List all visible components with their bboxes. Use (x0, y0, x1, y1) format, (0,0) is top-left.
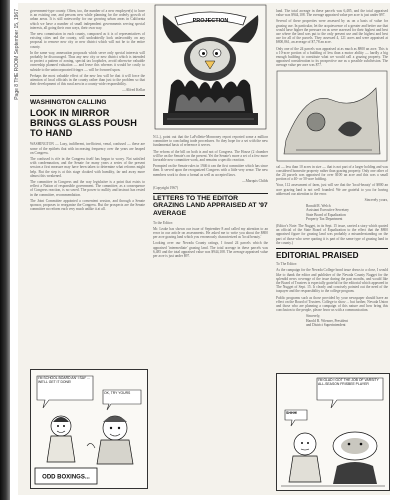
letter-paragraph: Only one of the 24 parcels was appraised at as much as $800 an acre. This is a 10-acre portion of a building of less than a motor ability — hardly a big enough building to constitute what we would call a grazing property. The appraised consideration to its prospective use as a possible subdivision. The average value per acre was $77. (276, 46, 388, 68)
letter-signature (306, 204, 388, 221)
letter-closing: Sincerely yours, (364, 198, 388, 203)
editor-note: (Editor's Note: The Nugget, in its Sept. 15 issue, carried a story which quoted an official of the State Board of Equalization to the effect that the $800 appraised figure for grazing land was probably a misunderstanding on the part of those who were quoting it is part of the same type of grazing land in the county.) (276, 224, 388, 245)
comic-strip-right (276, 373, 390, 491)
editorial-headline: EDITORIAL PRAISED (276, 248, 388, 260)
letter-paragraph: As the campaign for the Nevada College bond issue draws to a close, I would like to thank the editor and publisher of the Nevada County Nugget for the splendid news coverage of the issue during the past months, and would like the Board of Trustees is especially grateful for the editorial which appeared in The Nugget of Sept. 15. It clearly and concisely pointed out the need of the taxpayer and the responsibility to the college program. (276, 268, 388, 294)
column-right (276, 9, 388, 330)
article-paragraph: Prompted on the Senate rules in 1946 it ran the first committee which has since then. It served upon the reorganized Congress with a little very sense. The new members work to draw a formal as well as accepted laws. (153, 164, 268, 177)
comic-speech: I'M GLAD I GOT THE JOB OF VARSITY ALL-SEASON FRISBEE PLAYER (318, 378, 379, 386)
comic-drawing (277, 374, 389, 490)
signature-line: State Board of Equalization (306, 212, 346, 217)
letter-salutation: To the Editor: (153, 220, 173, 225)
intro-paragraph: The new commission in each county, composed as it is of representatives of existing cities and the county, will undoubtedly look unfavorably on any proposal to remove new city or new district which will not be to the entire county. (30, 32, 145, 49)
comic-strip-left (30, 369, 148, 489)
signoff-line: and District Superintendent (306, 322, 346, 327)
column-kicker: WASHINGTON CALLING (30, 99, 107, 107)
letter-paragraph: cal — less than 10 acres in size — that is not part of a larger holding and was considered homesite property rather than grazing property. Only one other of the 24 parcels was appraised for over $100 an acre and this was a small portion of a 40- or 50-acre holding. (276, 164, 388, 182)
article-headline: LOOK IN MIRROR BRINGS GLASS POUSH TO HAND (30, 108, 137, 139)
comic-drawing (31, 370, 147, 488)
washington-article (30, 95, 145, 211)
intro-paragraph: government-type county. Often, too, the number of a new employee(s) to have is an existing one, and persons new while planning for the orderly growth of urban areas. It is still noteworthy for our growing urban areas in California which we have a number of small independent governments serving special interests, all going their own ways, their own way. (30, 9, 145, 30)
signoff-line: Sincerely, (306, 314, 321, 319)
article-paragraph: The Joint Committee appointed a convenient session, and through a Senate sponsor, proposes to reorganize the Congress. But the prospects are the Senate committee no reform each very much unlike it at all. (30, 198, 145, 212)
column-middle (153, 135, 268, 260)
letter-paragraph: Your, 112 assessment of farm, just will see that the 'local-beauty' of $800 an acre grazing land is not well founded. We are grateful to you for having addressed our attention to the error. (276, 183, 388, 196)
intro-credit: —Alfred Kellar (122, 88, 145, 93)
letter-salutation: To The Editor: (276, 262, 298, 267)
editorial-cartoon (153, 3, 268, 131)
signature-line: Assistant Executive Secretary (306, 208, 349, 213)
comic-caption: ODD BOXINGS... (42, 474, 90, 481)
article-paragraph: The reform of the bill on both is and not of Congress. The House (2 chamber will be on the Senate's on the present. Yet the Senate's more a set of a few more favorable new committee work, and remains a specific reaction. (153, 149, 268, 163)
signature-line: Property Tax Department (306, 216, 343, 221)
letters-headline: LETTERS TO THE EDITOR GRAZING LAND APPRAISED AT '97 AVERAGE (153, 194, 268, 218)
article-paragraph: WASHINGTON — Lazy, indifferent, inefficient, venal, confused — these are some of the epithets that with increasing frequency over the years are heaped on Congress. (30, 142, 145, 155)
column-credit: —Marquis Childs (242, 178, 268, 183)
letter-paragraph: Looking over our Nevada County ratings, I found 24 parcels which the appraised 'intermediate' grazing land. The total acreage in these parcels was 6,485 and the total appraised value was $944,108. The average appraised value per acre is just under $97. (153, 241, 268, 259)
comic-speech: SHHH! (286, 411, 298, 415)
intro-paragraph: Perhaps the most valuable effect of the new law will be that it will force the attention of local officials in the county rather than just to the problem so that their development of this rural area in a county-wide responsibility. (30, 73, 145, 87)
intro-article (30, 9, 145, 92)
cartoon-drawing (153, 3, 268, 131)
editorial-signoff (306, 314, 388, 327)
page-folio (14, 9, 28, 489)
article-paragraph: The committee in Congress and the way legislative is a point that exists to reflect a Nation of responsible government. The committee, as a consequence of Congress reaction, is no saved. The power to nullify and instruct has rested in the committee, recommendation. (30, 180, 145, 197)
letter-paragraph: Public programs such as those provided by your newspaper should have an effect on the Board of Trustees. College to show ... but further, Nevada Union and those who are planning a campaign of this nature and how bring this conclusion to the people, please favor us with a communication. (276, 295, 388, 313)
comic-speech: I'M SCHOOL BOARD AN' I SAY ... WE'LL GET IT DONE! (38, 376, 90, 384)
letter-illustration (276, 70, 388, 162)
column-left (30, 9, 145, 214)
newspaper-page (14, 3, 390, 495)
comic-speech: OK, TRY YOURS (104, 391, 131, 395)
letter-paragraph: land. The total acreage in these parcels was 6,485, and the total appraised value was $944,108. The average appraised value per acre is just under $97. (276, 9, 388, 18)
article-paragraph: The confused is rife in the Congress itself has begun to worry. Not satisfied with condemnation, and the Senate for many years a series of the present session a first measure may have been taken to determine what reforms might help. But the step is at this stage cloaked with humility, far and away more almost this weakened. (30, 157, 145, 178)
cartoon-banner-text: PROJECTION (192, 18, 229, 24)
scan-binding-edge (0, 0, 10, 500)
copyright-line: (Copyright 1967) (153, 185, 179, 190)
signature-line: Ronald R. Welch (306, 204, 331, 209)
signoff-line: Harold R. Wiesner, President (306, 318, 348, 323)
intro-paragraph: In the same way, annexation proposals which serve only special interests will probably be discouraged. Thus any new city or new district which is intended to protect a pattern of zoning, special tax loopholes, avoid otherwise valuable ownership planned valuation — and leave this whereas it would be costly to subside to the unincorporated fringes — will be frowned upon. (30, 50, 145, 72)
article-paragraph: N.L.), point out that the LaFollette-Monroney report reported some a million committee to concluding trade procedures. So they hope for a set with the new fundamental basis of reference it serves. (153, 135, 268, 148)
letter-paragraph: Several of these properties were assessed by us on a basis of value for grazing use. In particular, let the acquiescence of a greater and better use that would have higher the pressure on us were assessed for their highest and best use where the land was put to the only present use and the highest and best use for all of the parcels. They assessed 4, 121 acres and were appraised at $800,861, an average of $7,78 an acre. (276, 19, 388, 45)
folio-text: Page 8 THE ROOM September 15, 1967 (14, 9, 20, 100)
letter-paragraph: Mr. Leake has shown our issue of September 8 and called my attention to an error in our article on assessments. He asked me to write you about the $800 per acre grazing land which you erroneously characterized as 'local beauty.' (153, 226, 268, 240)
